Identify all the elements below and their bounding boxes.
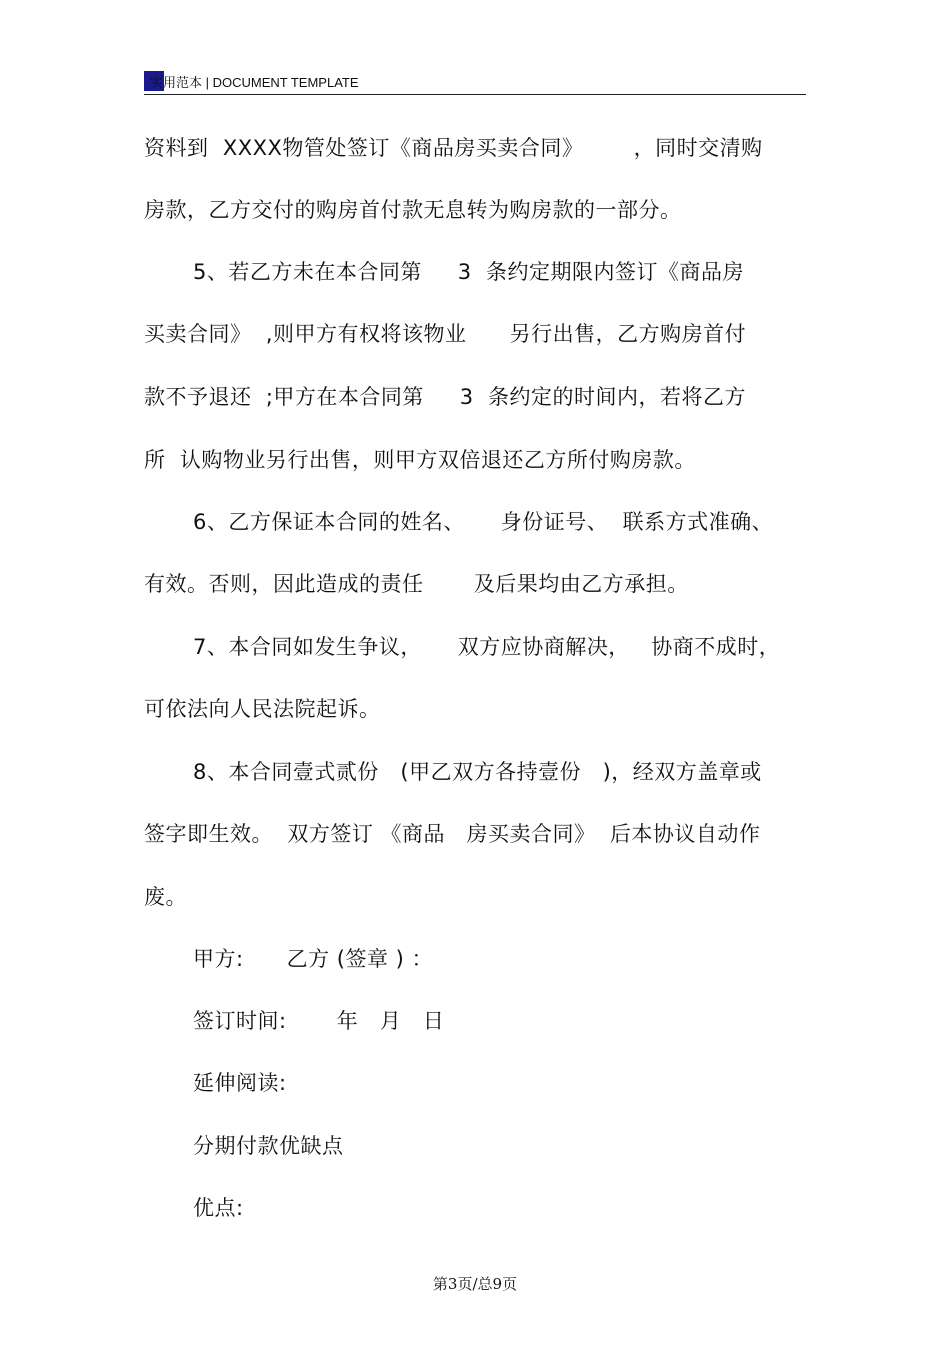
text-line-4: 买卖合同》 ,则甲方有权将该物业 另行出售，乙方购房首付 xyxy=(144,322,747,346)
header-text: 实用范本 | DOCUMENT TEMPLATE xyxy=(150,75,359,90)
sign-date-line: 签订时间: 年 月 日 xyxy=(193,1009,445,1033)
extended-reading-label: 延伸阅读: xyxy=(193,1071,287,1095)
text-line-1: 资料到 XXXX物管处签订《商品房买卖合同》 ，同时交清购 xyxy=(144,136,763,160)
page-number: 第3页/总9页 xyxy=(432,1275,518,1293)
text-line-10: 可依法向人民法院起诉。 xyxy=(144,697,381,721)
text-line-7: 6、乙方保证本合同的姓名、 身份证号、 联系方式准确、 xyxy=(193,510,774,534)
signature-line: 甲方: 乙方 (签章 ) ： xyxy=(193,947,434,971)
text-line-6: 所 认购物业另行出售，则甲方双倍退还乙方所付购房款。 xyxy=(144,448,696,472)
text-line-13: 废。 xyxy=(144,885,187,909)
page-header xyxy=(144,68,806,95)
advantages-label: 优点: xyxy=(193,1196,244,1220)
text-line-5: 款不予退还 ;甲方在本合同第 3 条约定的时间内，若将乙方 xyxy=(144,385,747,409)
section-heading: 分期付款优缺点 xyxy=(193,1134,344,1158)
text-line-3: 5、若乙方未在本合同第 3 条约定期限内签订《商品房 xyxy=(193,260,744,284)
text-line-2: 房款，乙方交付的购房首付款无息转为购房款的一部分。 xyxy=(144,198,682,222)
text-line-9: 7、本合同如发生争议， 双方应协商解决， 协商不成时， xyxy=(193,635,781,659)
text-line-12: 签字即生效。 双方签订 《商品 房买卖合同》 后本协议自动作 xyxy=(144,822,761,846)
text-line-11: 8、本合同壹式贰份 (甲乙双方各持壹份 )，经双方盖章或 xyxy=(193,760,762,784)
text-line-8: 有效。否则，因此造成的责任 及后果均由乙方承担。 xyxy=(144,572,689,596)
